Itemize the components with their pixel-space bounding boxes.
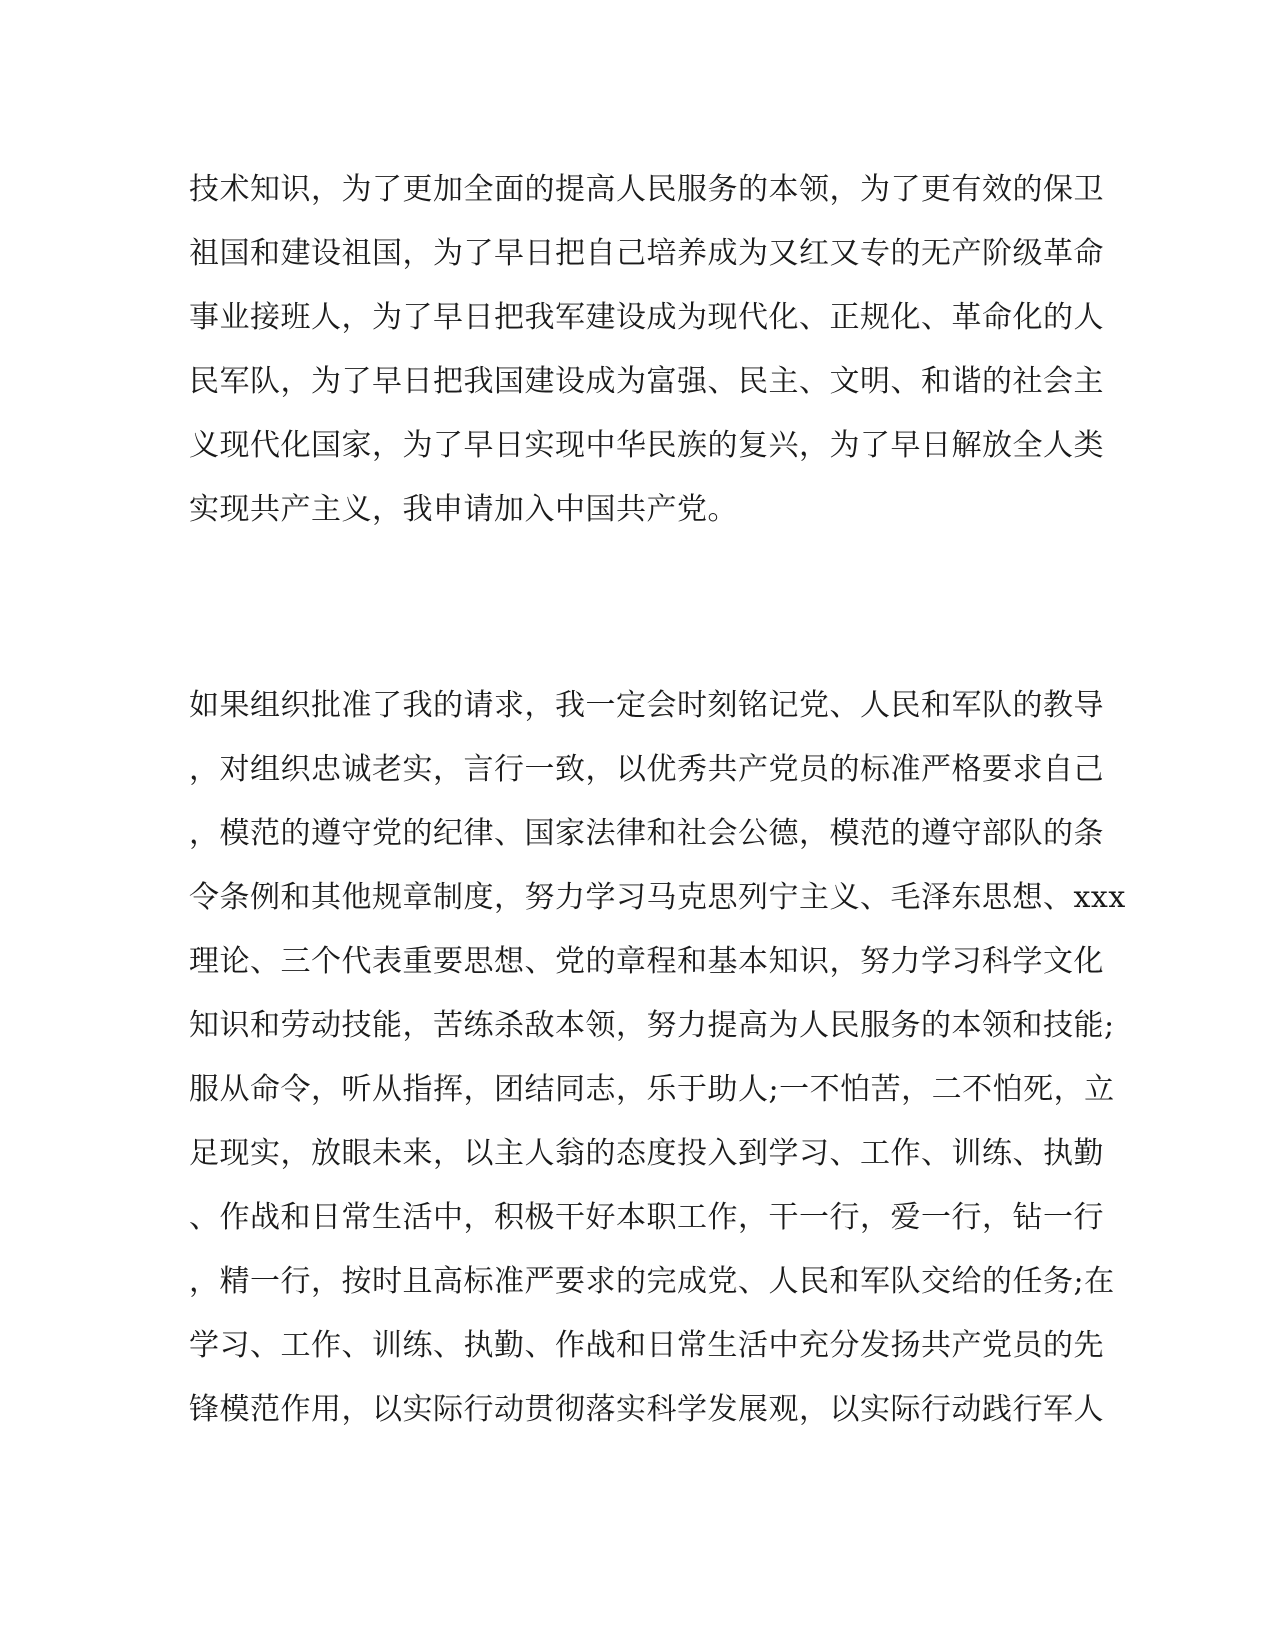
- text-line: 服从命令，听从指挥，团结同志，乐于助人;一不怕苦，二不怕死，立: [189, 1072, 1115, 1107]
- text-line: 技术知识，为了更加全面的提高人民服务的本领，为了更有效的保卫: [189, 172, 1104, 207]
- paragraph-application-purpose: [189, 158, 1104, 542]
- text-line: 事业接班人，为了早日把我军建设成为现代化、正规化、革命化的人: [189, 300, 1104, 335]
- text-line: 足现实，放眼未来，以主人翁的态度投入到学习、工作、训练、执勤: [189, 1136, 1104, 1171]
- text-line: 知识和劳动技能，苦练杀敌本领，努力提高为人民服务的本领和技能;: [189, 1008, 1115, 1043]
- text-line: 令条例和其他规章制度，努力学习马克思列宁主义、毛泽东思想、xxx: [189, 880, 1126, 915]
- text-line: 义现代化国家，为了早日实现中华民族的复兴，为了早日解放全人类: [189, 428, 1104, 463]
- text-line: ，对组织忠诚老实，言行一致，以优秀共产党员的标准严格要求自己: [189, 752, 1104, 787]
- text-line: 如果组织批准了我的请求，我一定会时刻铭记党、人民和军队的教导: [189, 688, 1104, 723]
- text-line: 学习、工作、训练、执勤、作战和日常生活中充分发扬共产党员的先: [189, 1328, 1104, 1363]
- text-line: 民军队，为了早日把我国建设成为富强、民主、文明、和谐的社会主: [189, 364, 1104, 399]
- text-line: 实现共产主义，我申请加入中国共产党。: [189, 492, 738, 527]
- text-line: ，模范的遵守党的纪律、国家法律和社会公德，模范的遵守部队的条: [189, 816, 1104, 851]
- text-line: ，精一行，按时且高标准严要求的完成党、人民和军队交给的任务;在: [189, 1264, 1115, 1299]
- paragraph-commitment: [189, 674, 1126, 1442]
- text-line: 锋模范作用，以实际行动贯彻落实科学发展观，以实际行动践行军人: [189, 1392, 1104, 1427]
- text-line: 、作战和日常生活中，积极干好本职工作，干一行，爱一行，钻一行: [189, 1200, 1104, 1235]
- text-line: 理论、三个代表重要思想、党的章程和基本知识，努力学习科学文化: [189, 944, 1104, 979]
- text-line: 祖国和建设祖国，为了早日把自己培养成为又红又专的无产阶级革命: [189, 236, 1104, 271]
